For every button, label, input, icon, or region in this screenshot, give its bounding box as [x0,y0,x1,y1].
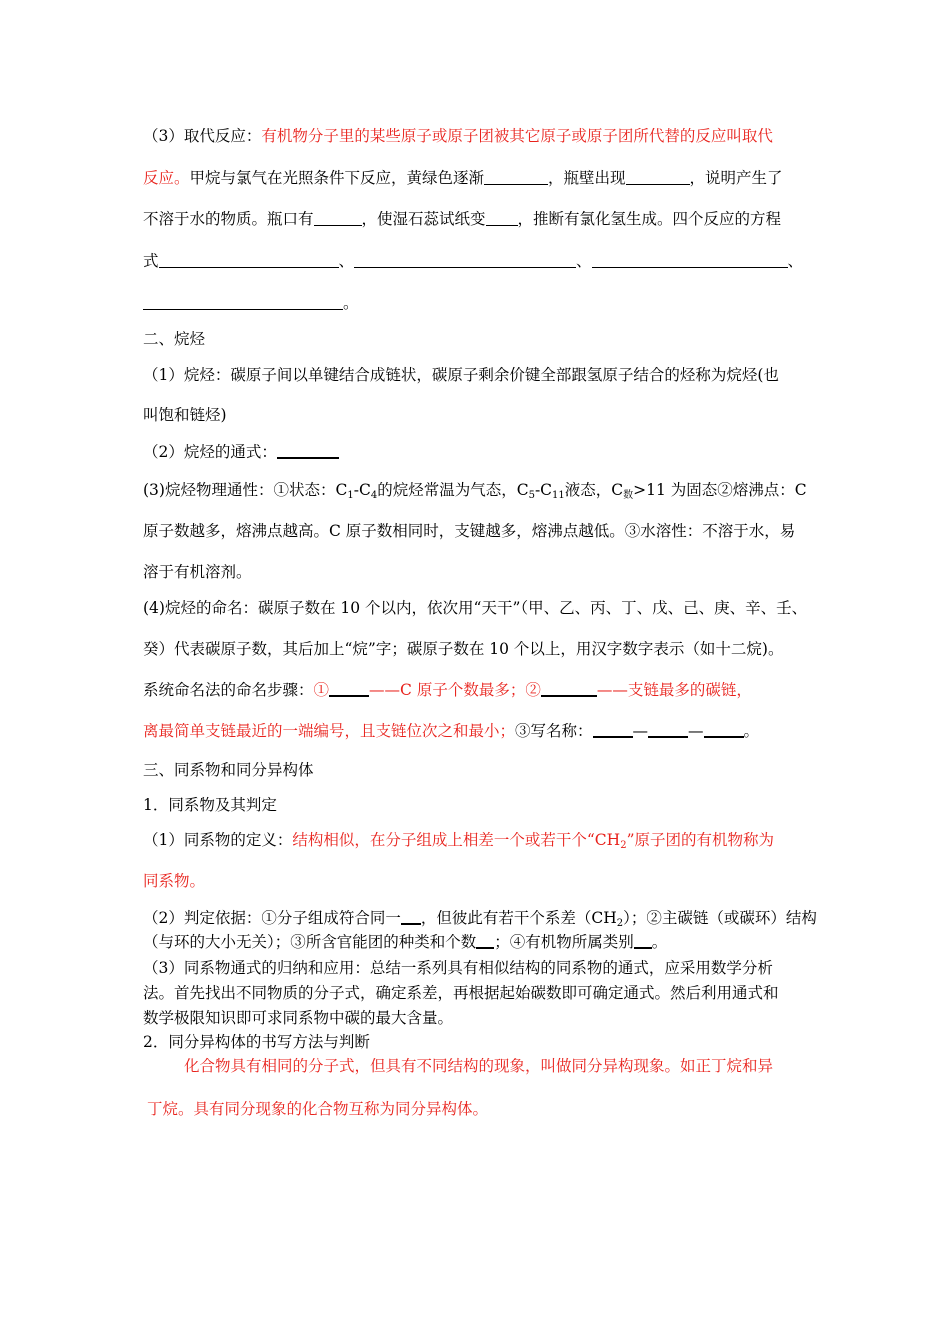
blank-fill[interactable] [634,933,652,949]
subheading-isomers: 2．同分异构体的书写方法与判断 [143,1033,370,1051]
section-heading-alkane: 二、烷烃 [143,330,206,348]
blank-equation[interactable] [354,253,576,268]
substitution-definition-line: （3）取代反应：有机物分子里的某些原子或原子团被其它原子或原子团所代替的反应叫取代 [143,127,773,145]
blank-fill[interactable] [593,722,633,738]
naming-steps-cont: 离最简单支链最近的一端编号，且支链位次之和最小；③写名称： — — 。 [143,722,760,740]
alkane-naming: (4)烷烃的命名：碳原子数在 10 个以内，依次用“天干”（甲、乙、丙、丁、戊、己、庚、辛、壬、 [143,599,808,617]
blank-fill[interactable] [626,170,690,185]
general-formula-application-cont: 法。首先找出不同物质的分子式，确定系差，再根据起始碳数即可确定通式。然后利用通式和 [143,984,779,1002]
blank-fill[interactable] [476,933,494,949]
blank-equation[interactable] [143,295,343,310]
alkane-physical-properties: (3)烷烃物理通性：①状态：$C_1-C_4$的烷烃常温为气态，$C_5-C_{11}$液态，$C_数>11$ 为固态②熔沸点：C [143,481,807,501]
equations-line: 式 、 、 、 [143,252,804,270]
blank-fill[interactable] [704,722,744,738]
subheading-homologue-judgement: 1．同系物及其判定 [143,796,277,814]
blank-fill[interactable] [541,681,597,697]
homologue-definition: （1）同系物的定义：结构相似，在分子组成上相差一个或若干个“$CH_2$”原子团的有机物称为 [143,831,774,851]
isomer-definition: 化合物具有相同的分子式，但具有不同结构的现象，叫做同分异构现象。如正丁烷和异 [184,1057,774,1075]
general-formula-application: （3）同系物通式的归纳和应用：总结一系列具有相似结构的同系物的通式，应采用数学分析 [143,959,773,977]
equations-line-2: 。 [143,293,813,313]
section-heading-homologues: 三、同系物和同分异构体 [143,761,314,779]
methane-chlorine-line: 反应。甲烷与氯气在光照条件下反应，黄绿色逐渐 ，瓶壁出现 ，说明产生了 [143,169,783,187]
blank-fill[interactable] [277,443,339,459]
blank-fill[interactable] [401,909,421,925]
judgement-basis-cont: （与环的大小无关）；③所含官能团的种类和个数 ；④有机物所属类别 。 [143,933,668,951]
judgement-basis: （2）判定依据：①分子组成符合同一 ，但彼此有若干个系差$(CH_2)$；②主碳链（或碳环）结构 [143,909,817,929]
general-formula-application-cont: 数学极限知识即可求同系物中碳的最大含量。 [143,1009,454,1027]
blank-fill[interactable] [484,170,548,185]
blank-equation[interactable] [159,253,339,268]
blank-equation[interactable] [592,253,788,268]
naming-steps: 系统命名法的命名步骤：① ——C 原子个数最多；② ——支链最多的碳链， [143,681,752,699]
alkane-physical-properties-cont: 原子数越多，熔沸点越高。C 原子数相同时，支键越多，熔沸点越低。③水溶性：不溶于水，易 [143,522,796,540]
homologue-definition-cont: 同系物。 [143,872,206,890]
blank-fill[interactable] [648,722,688,738]
blank-fill[interactable] [486,211,518,226]
alkane-naming-cont: 癸）代表碳原子数，其后加上“烷”字；碳原子数在 10 个以上，用汉字数字表示（如十二烷)。 [143,640,784,658]
alkane-physical-properties-cont: 溶于有机溶剂。 [143,563,252,581]
alkane-general-formula: （2）烷烃的通式： [143,442,813,462]
alkane-definition-cont: 叫饱和链烃) [143,406,227,424]
blank-fill[interactable] [314,211,362,226]
blank-fill[interactable] [329,681,369,697]
isomer-definition-cont: 丁烷。具有同分现象的化合物互称为同分异构体。 [147,1100,489,1118]
bottle-mouth-line: 不溶于水的物质。瓶口有 ，使湿石蕊试纸变 ，推断有氯化氢生成。四个反应的方程 [143,210,782,228]
alkane-definition: （1）烷烃：碳原子间以单键结合成链状，碳原子剩余价键全部跟氢原子结合的烃称为烷烃(也 [143,366,779,384]
